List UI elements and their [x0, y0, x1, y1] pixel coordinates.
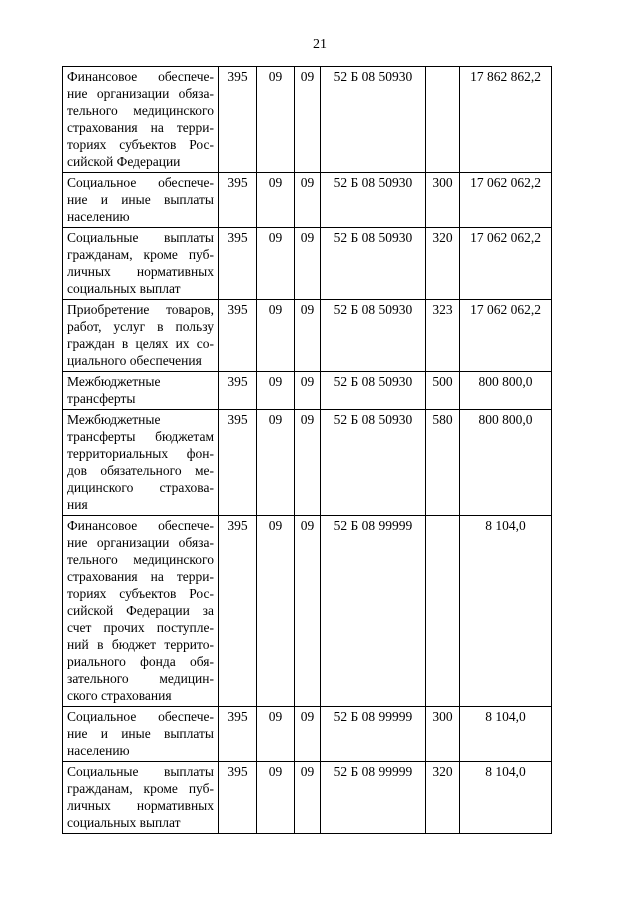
section-code-cell: 09 [257, 228, 295, 300]
expense-type-cell: 320 [426, 228, 460, 300]
expense-type-cell: 300 [426, 707, 460, 762]
subsection-code-cell: 09 [295, 762, 321, 834]
table-row [63, 516, 552, 707]
item-name-cell: Социальное обеспече- ние и иные выплаты населению [63, 707, 219, 762]
grbs-code-cell: 395 [219, 372, 257, 410]
amount-cell: 8 104,0 [460, 707, 552, 762]
table-row [63, 372, 552, 410]
item-name-cell: Финансовое обеспече- ние организации обяза- тельного медицинского страхования на терри- ториях субъектов Рос- сийской Федерации [63, 67, 219, 173]
subsection-code-cell: 09 [295, 67, 321, 173]
section-code-cell: 09 [257, 372, 295, 410]
target-article-cell: 52 Б 08 50930 [321, 173, 426, 228]
target-article-cell: 52 Б 08 99999 [321, 516, 426, 707]
expense-type-cell: 300 [426, 173, 460, 228]
item-name-cell: Финансовое обеспече- ние организации обяза- тельного медицинского страхования на терри- ториях субъектов Рос- сийской Федерации за счет прочих поступле- ний в бюджет террито- риального фонда обя- зательного медицин- ского страхования [63, 516, 219, 707]
subsection-code-cell: 09 [295, 173, 321, 228]
section-code-cell: 09 [257, 173, 295, 228]
subsection-code-cell: 09 [295, 228, 321, 300]
table-row [63, 67, 552, 173]
expense-type-cell: 500 [426, 372, 460, 410]
table-row [63, 173, 552, 228]
item-name-cell: Межбюджетные трансферты бюджетам территориальных фон- дов обязательного ме- дицинского страхова- ния [63, 410, 219, 516]
section-code-cell: 09 [257, 762, 295, 834]
grbs-code-cell: 395 [219, 67, 257, 173]
amount-cell: 800 800,0 [460, 372, 552, 410]
subsection-code-cell: 09 [295, 707, 321, 762]
grbs-code-cell: 395 [219, 516, 257, 707]
target-article-cell: 52 Б 08 50930 [321, 372, 426, 410]
expense-type-cell: 323 [426, 300, 460, 372]
page-number: 21 [313, 37, 327, 52]
grbs-code-cell: 395 [219, 762, 257, 834]
target-article-cell: 52 Б 08 50930 [321, 300, 426, 372]
expense-type-cell [426, 67, 460, 173]
table-row [63, 707, 552, 762]
grbs-code-cell: 395 [219, 707, 257, 762]
amount-cell: 17 862 862,2 [460, 67, 552, 173]
item-name-cell: Социальное обеспече- ние и иные выплаты населению [63, 173, 219, 228]
target-article-cell: 52 Б 08 99999 [321, 762, 426, 834]
expense-type-cell: 580 [426, 410, 460, 516]
section-code-cell: 09 [257, 67, 295, 173]
target-article-cell: 52 Б 08 50930 [321, 228, 426, 300]
grbs-code-cell: 395 [219, 300, 257, 372]
section-code-cell: 09 [257, 707, 295, 762]
target-article-cell: 52 Б 08 99999 [321, 707, 426, 762]
subsection-code-cell: 09 [295, 410, 321, 516]
expense-type-cell: 320 [426, 762, 460, 834]
amount-cell: 800 800,0 [460, 410, 552, 516]
subsection-code-cell: 09 [295, 516, 321, 707]
item-name-cell: Приобретение товаров, работ, услуг в пользу граждан в целях их со- циального обеспечения [63, 300, 219, 372]
item-name-cell: Социальные выплаты гражданам, кроме пуб- личных нормативных социальных выплат [63, 228, 219, 300]
amount-cell: 17 062 062,2 [460, 228, 552, 300]
grbs-code-cell: 395 [219, 410, 257, 516]
budget-table [62, 66, 552, 834]
table-row [63, 762, 552, 834]
table-row [63, 228, 552, 300]
amount-cell: 17 062 062,2 [460, 300, 552, 372]
section-code-cell: 09 [257, 410, 295, 516]
expense-type-cell [426, 516, 460, 707]
target-article-cell: 52 Б 08 50930 [321, 410, 426, 516]
table-row [63, 300, 552, 372]
grbs-code-cell: 395 [219, 173, 257, 228]
section-code-cell: 09 [257, 300, 295, 372]
item-name-cell: Социальные выплаты гражданам, кроме пуб- личных нормативных социальных выплат [63, 762, 219, 834]
item-name-cell: Межбюджетные трансферты [63, 372, 219, 410]
amount-cell: 8 104,0 [460, 762, 552, 834]
section-code-cell: 09 [257, 516, 295, 707]
target-article-cell: 52 Б 08 50930 [321, 67, 426, 173]
amount-cell: 8 104,0 [460, 516, 552, 707]
amount-cell: 17 062 062,2 [460, 173, 552, 228]
subsection-code-cell: 09 [295, 372, 321, 410]
subsection-code-cell: 09 [295, 300, 321, 372]
grbs-code-cell: 395 [219, 228, 257, 300]
table-row [63, 410, 552, 516]
